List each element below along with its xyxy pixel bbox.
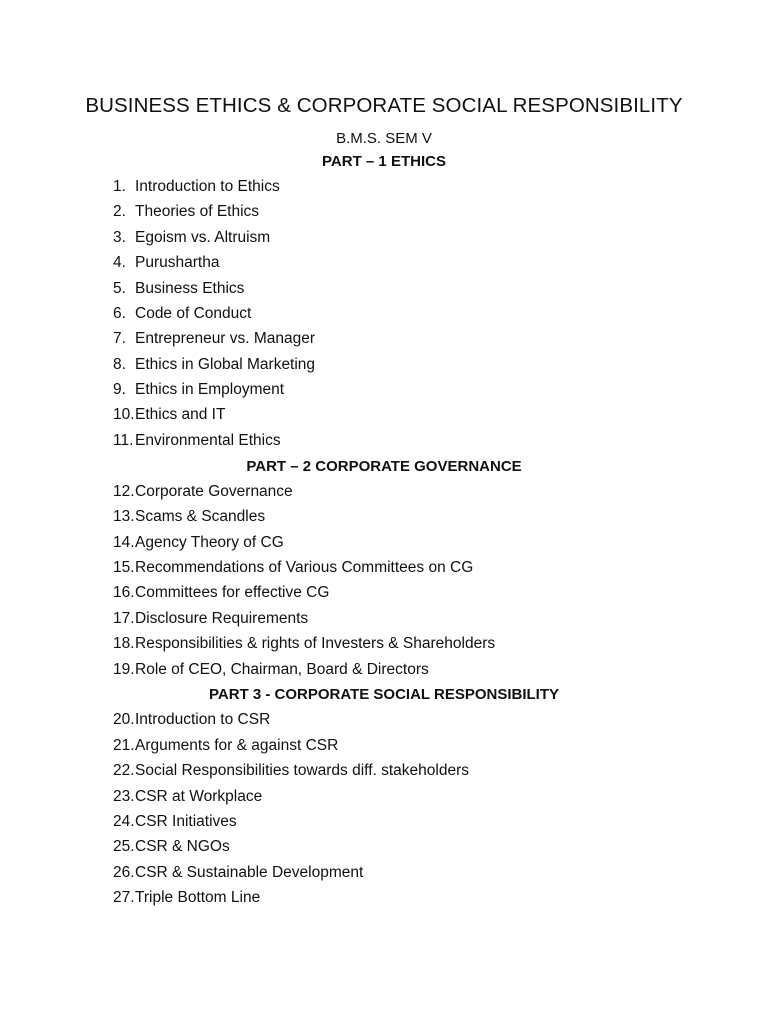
list-item [113,864,363,884]
item-text: Corporate Governance [135,483,293,500]
list-item [113,534,284,554]
item-text: Business Ethics [135,280,245,297]
list-item [113,305,251,325]
item-text: Role of CEO, Chairman, Board & Directors [135,661,429,678]
list-item [113,838,230,858]
list-item [113,661,429,681]
list-item [113,330,315,350]
list-item [113,737,338,757]
item-number: 17. [113,610,135,627]
list-item [113,711,270,731]
item-text: Recommendations of Various Committees on CG [135,559,474,576]
list-item [113,203,259,223]
list-item [113,254,219,274]
list-item [113,762,469,782]
item-number: 8. [113,356,126,373]
item-number: 20. [113,711,135,728]
item-number: 6. [113,305,126,322]
list-item [113,889,260,909]
list-item [113,610,308,630]
item-number: 22. [113,762,135,779]
part-2-heading: PART – 2 CORPORATE GOVERNANCE [246,458,522,475]
item-number: 13. [113,508,135,525]
item-number: 18. [113,635,135,652]
list-item [113,483,293,503]
document-subtitle: B.M.S. SEM V [336,130,432,147]
item-text: Committees for effective CG [135,584,330,601]
item-number: 26. [113,864,135,881]
item-number: 19. [113,661,135,678]
document-title: BUSINESS ETHICS & CORPORATE SOCIAL RESPONSIBILITY [85,94,683,117]
list-item [113,229,270,249]
item-number: 4. [113,254,126,271]
item-text: Scams & Scandles [135,508,266,525]
list-item [113,584,329,604]
item-number: 14. [113,534,135,551]
list-item [113,406,225,426]
list-item [113,559,473,579]
list-item [113,381,284,401]
item-number: 12. [113,483,135,500]
list-item [113,788,262,808]
item-number: 7. [113,330,126,347]
item-text: Egoism vs. Altruism [135,229,271,246]
part-1-heading: PART – 1 ETHICS [322,153,446,170]
item-number: 3. [113,229,126,246]
item-text: CSR at Workplace [135,788,263,805]
item-number: 23. [113,788,135,805]
list-item [113,432,281,452]
item-number: 27. [113,889,135,906]
item-text: CSR Initiatives [135,813,237,830]
item-text: Theories of Ethics [135,203,260,220]
item-number: 24. [113,813,135,830]
item-text: Social Responsibilities towards diff. stakeholders [135,762,469,779]
list-item [113,356,315,376]
part-3-heading: PART 3 - CORPORATE SOCIAL RESPONSIBILITY [208,686,560,703]
item-text: Disclosure Requirements [135,610,309,627]
item-number: 9. [113,381,126,398]
item-number: 16. [113,584,135,601]
item-number: 21. [113,737,135,754]
list-item [113,178,280,198]
item-text: CSR & Sustainable Development [135,864,364,881]
item-text: Arguments for & against CSR [135,737,339,754]
list-item [113,508,265,528]
item-text: Ethics in Employment [135,381,285,398]
item-number: 5. [113,280,126,297]
item-text: Purushartha [135,254,220,271]
item-text: Code of Conduct [135,305,252,322]
item-text: Ethics in Global Marketing [135,356,316,373]
item-text: CSR & NGOs [135,838,230,855]
item-number: 15. [113,559,135,576]
list-item [113,635,495,655]
item-text: Introduction to CSR [135,711,271,728]
item-text: Ethics and IT [135,406,226,423]
list-item [113,280,244,300]
item-number: 1. [113,178,126,195]
item-number: 10. [113,406,135,423]
item-text: Entrepreneur vs. Manager [135,330,316,347]
item-text: Agency Theory of CG [135,534,284,551]
item-text: Triple Bottom Line [135,889,261,906]
item-text: Introduction to Ethics [135,178,280,195]
list-item [113,813,237,833]
item-number: 2. [113,203,126,220]
item-text: Environmental Ethics [135,432,281,449]
item-number: 25. [113,838,135,855]
item-number: 11. [113,432,134,449]
item-text: Responsibilities & rights of Investers & Shareholders [135,635,496,652]
